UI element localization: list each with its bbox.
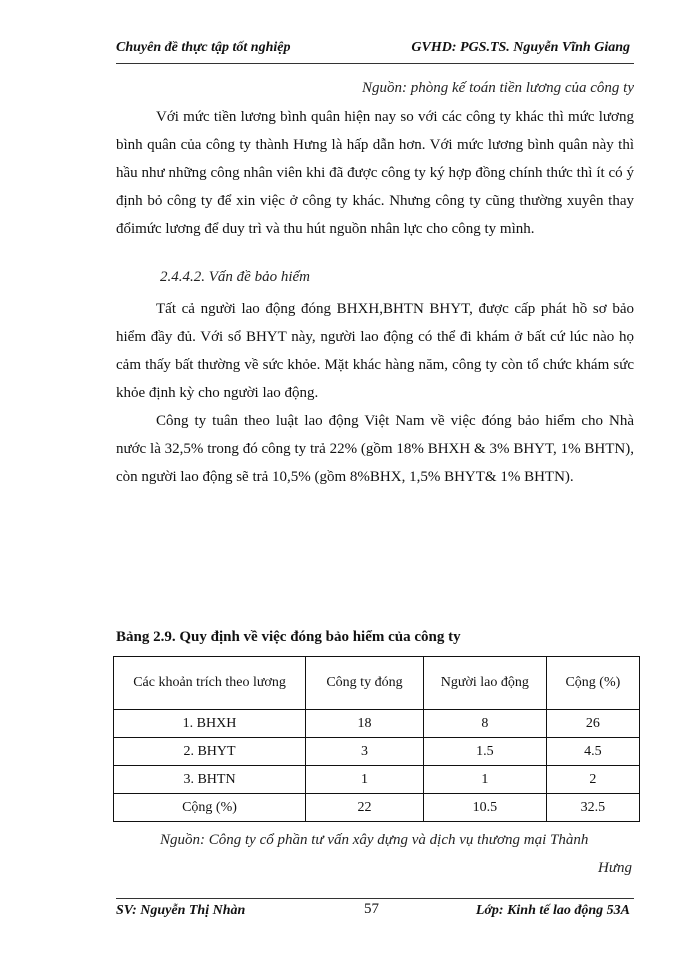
footer-right: Lớp: Kinh tế lao động 53A bbox=[475, 903, 630, 918]
table-cell: 8 bbox=[423, 710, 546, 738]
table-header-cell: Cộng (%) bbox=[546, 657, 639, 710]
insurance-table bbox=[113, 656, 640, 822]
table-cell: 1. BHXH bbox=[114, 710, 306, 738]
table-cell: 1 bbox=[306, 766, 424, 794]
table-cell: 1.5 bbox=[423, 738, 546, 766]
table-total-row bbox=[114, 794, 640, 822]
table-row bbox=[114, 710, 640, 738]
page-footer bbox=[116, 903, 630, 923]
footer-divider bbox=[116, 898, 634, 899]
paragraph-contribution-text: Công ty tuân theo luật lao động Việt Nam về việc đóng bảo hiểm cho Nhà nước là 32,5% trong đó công ty trả 22% (gồm 18% BHXH & 3% BHYT, 1% BHTN), còn người lao động sẽ trả 10,5% (gồm 8%BHX, 1,5% BHYT& 1% BHTN). bbox=[116, 413, 634, 485]
section-heading: 2.4.4.2. Vấn đề bảo hiểm bbox=[160, 269, 310, 285]
table-header-row bbox=[114, 657, 640, 710]
source-note-top: Nguồn: phòng kế toán tiền lương của công ty bbox=[362, 80, 634, 96]
paragraph-salary bbox=[116, 103, 634, 243]
table-header-cell: Các khoản trích theo lương bbox=[114, 657, 306, 710]
table-header-cell: Công ty đóng bbox=[306, 657, 424, 710]
header-right: GVHD: PGS.TS. Nguyễn Vĩnh Giang bbox=[411, 40, 630, 55]
table-cell: 32.5 bbox=[546, 794, 639, 822]
table-header-cell: Người lao động bbox=[423, 657, 546, 710]
table-cell: 1 bbox=[423, 766, 546, 794]
table-cell: 2. BHYT bbox=[114, 738, 306, 766]
table-cell: 22 bbox=[306, 794, 424, 822]
table-cell: 3. BHTN bbox=[114, 766, 306, 794]
table-cell: Cộng (%) bbox=[114, 794, 306, 822]
footer-left: SV: Nguyễn Thị Nhàn bbox=[116, 903, 246, 918]
table-caption: Bảng 2.9. Quy định về việc đóng bảo hiểm của công ty bbox=[116, 629, 461, 645]
page-header bbox=[116, 40, 630, 62]
source-note-bottom-line1: Nguồn: Công ty cổ phần tư vấn xây dựng và dịch vụ thương mại Thành bbox=[160, 832, 589, 848]
source-note-bottom bbox=[160, 826, 632, 882]
paragraph-insurance bbox=[116, 295, 634, 407]
table-cell: 26 bbox=[546, 710, 639, 738]
page-number: 57 bbox=[364, 901, 379, 917]
paragraph-insurance-text: Tất cả người lao động đóng BHXH,BHTN BHYT, được cấp phát hồ sơ bảo hiểm đầy đủ. Với sổ BHYT này, người lao động có thể đi khám ở bất cứ lúc nào họ cảm thấy bất thường về sức khỏe. Mặt khác hàng năm, công ty còn tổ chức khám sức khỏe định kỳ cho người lao động. bbox=[116, 301, 634, 401]
table-cell: 18 bbox=[306, 710, 424, 738]
table-cell: 4.5 bbox=[546, 738, 639, 766]
source-note-bottom-line2: Hưng bbox=[597, 860, 632, 876]
header-left: Chuyên đề thực tập tốt nghiệp bbox=[116, 40, 291, 55]
table-row bbox=[114, 766, 640, 794]
paragraph-contribution bbox=[116, 407, 634, 491]
paragraph-salary-text: Với mức tiền lương bình quân hiện nay so với các công ty khác thì mức lương bình quân của công ty thành Hưng là hấp dẫn hơn. Với mức lương bình quân này thì hầu như những công nhân viên khi đã được công ty ký hợp đồng chính thức thì ít có ý định bỏ công ty để xin việc ở công ty khác. Nhưng công ty cũng thường xuyên thay đổimức lương để duy trì và thu hút nguồn nhân lực cho công ty mình. bbox=[116, 109, 634, 237]
table-cell: 10.5 bbox=[423, 794, 546, 822]
table-cell: 2 bbox=[546, 766, 639, 794]
table-cell: 3 bbox=[306, 738, 424, 766]
table-row bbox=[114, 738, 640, 766]
header-divider bbox=[116, 63, 634, 64]
